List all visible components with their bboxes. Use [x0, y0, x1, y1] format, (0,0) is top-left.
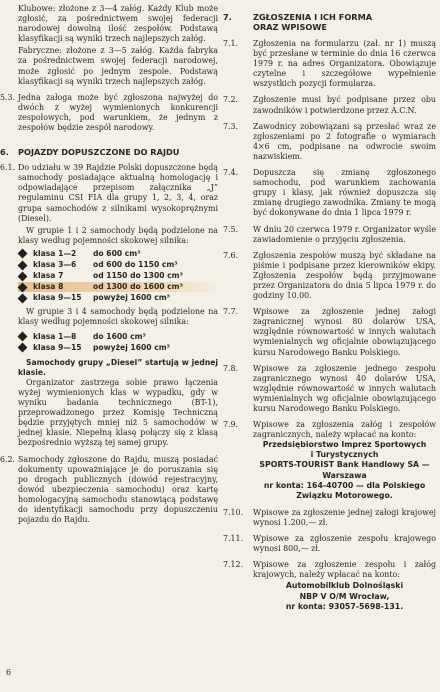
- diamond-bullet-icon: [18, 343, 28, 353]
- clause-6-2: [0, 455, 218, 526]
- team-factory-paragraph: Fabryczne: złożone z 3—5 załóg. Każda fabryka za pośrednictwem swojej federacji narodowej, może zgłosić po jednym zespole. Podstawą klasyfikacji są wyniki trzech najlepszych załóg.: [18, 46, 218, 86]
- clause-number: 5.3.: [0, 92, 16, 102]
- diamond-bullet-icon: [18, 282, 28, 292]
- group-1-2-intro: W grupie 1 i 2 samochody będą podzielone na klasy według pojemności skokowej silnika:: [18, 225, 218, 245]
- clause-number: 6.1.: [0, 163, 16, 173]
- class-row: klasa 9—15 powyżej 1600 cm³: [18, 293, 218, 303]
- bank-account-foreign: Przedsiębiorstwo Imprez Sportowych i Turystycznych SPORTS-TOURIST Bank Handlowy SA — Warszawa nr konta: 164-40700 — dla Polskiego Związku Motorowego.: [259, 440, 430, 500]
- clause-7-3: 7.3. Zawodnicy zobowiązani są przesłać wraz ze zgłoszeniami po 2 fotografie o wymiarach 4×6 cm, podpisane na odwrocie swoim nazwiskiem.: [223, 121, 436, 161]
- clause-text: Samochody zgłoszone do Rajdu, muszą posiadać dokumenty upoważniające je do poruszania się po drogach publicznych (dowód rejestracyjny, dowód ubezpieczenia samochodu) oraz kartę homologacyjną samochodu stanowiącą podstawę do identyfikacji samochodu przy dopuszczeniu pojazdu do Rajdu.: [18, 454, 218, 525]
- team-club-paragraph: Klubowe: złożone z 3—4 załóg. Każdy Klub może zgłosić, za pośrednictwem swojej federacji narodowej dowolną ilość zespołów. Podstawą klasyfikacji są wyniki trzech najlepszych załóg.: [18, 4, 218, 44]
- page-number: 6: [6, 668, 12, 677]
- clause-7-10: 7.10. Wpisowe za zgłoszenie jednej załogi krajowej wynosi 1.200,— zł.: [223, 507, 436, 527]
- clause-7-2: 7.2. Zgłoszenie musi być podpisane przez obu zawodników i potwierdzone przez A.C.N.: [223, 95, 436, 115]
- class-row-highlighted: klasa 8 od 1300 do 1600 cm³: [18, 282, 218, 292]
- diamond-bullet-icon: [18, 249, 28, 259]
- clause-7-11: 7.11. Wpisowe za zgłoszenie zespołu krajowego wynosi 800,— zł.: [223, 534, 436, 554]
- diamond-bullet-icon: [18, 332, 28, 342]
- section-title: POJAZDY DOPUSZCZONE DO RAJDU: [18, 147, 180, 158]
- class-row: klasa 1—2 do 600 cm³: [18, 249, 218, 259]
- clause-7-1: 7.1. Zgłoszenia na formularzu (zał. nr 1) muszą być przesłane w terminie do dnia 16 czerwca 1979 r. na adres Organizatora. Obowiązuje czytelne i szczegółowe wypełnienie wszystkich pozycji formularza.: [223, 39, 436, 89]
- clause-7-6: 7.6. Zgłoszenia zespołów muszą być składane na piśmie i podpisane przez kierowników ekipy. Zgłoszenia zespołów będą przyjmowane przez Organizatora do dnia 5 lipca 1979 r. do godziny 10.00.: [223, 250, 436, 301]
- diamond-bullet-icon: [18, 271, 28, 281]
- section-title-line-2: ORAZ WPISOWE: [253, 22, 327, 32]
- section-7-heading: [223, 12, 436, 32]
- section-6-heading: [0, 147, 218, 157]
- class-row: klasa 7 od 1150 do 1300 cm³: [18, 271, 218, 281]
- section-title-line-1: ZGŁOSZENIA I ICH FORMA: [253, 12, 373, 22]
- clause-text: Do udziału w 39 Rajdzie Polski dopuszczone będą samochody posiadające aktualną homologację i odpowiadające przepisom załącznika „J” regulaminu CSI FIA dla grupy 1, 2, 3, 4, oraz grupa samochodów z silnikami wysokoprężnymi (Diesel).: [18, 163, 218, 223]
- clause-number: 6.2.: [0, 454, 16, 464]
- class-row: klasa 3—6 od 600 do 1150 cm³: [18, 260, 218, 270]
- clause-7-9: 7.9. Wpisowe za zgłoszenia załóg i zespołów zagranicznych, należy wpłacać na konto:: [223, 420, 436, 440]
- bank-account-domestic: Automobilklub Dolnośląski NBP V O/M Wrocław, nr konta: 93057-5698-131.: [285, 581, 404, 611]
- diesel-class-note: Samochody grupy „Diesel” startują w jednej klasie.: [18, 357, 218, 377]
- clause-text: Jedna załoga może być zgłoszona najwyżej do dwóch z wyżej wymienionych konkurencji zespołowych, pod warunkiem, że jednym z zespołów będzie zespół narodowy.: [18, 92, 218, 133]
- clause-7-7: 7.7. Wpisowe za zgłoszenie jednej załogi zagranicznej wynosi 80 dolarów USA, względnie równowartość w innych walutach wymienialnych wg oficjalnie obowiązującego kursu Narodowego Banku Polskiego.: [223, 307, 436, 357]
- clause-7-12: 7.12. Wpisowe za zgłoszenie zespołu i załóg krajowych, należy wpłacać na konto:: [223, 560, 436, 580]
- diamond-bullet-icon: [18, 293, 28, 303]
- clause-6-1: [0, 163, 218, 224]
- clause-7-8: 7.8. Wpisowe za zgłoszenie jednego zespołu zagranicznego wynosi 40 dolarów USA, względnie równowartość w innych walutach wymienialnych wg oficjalnie obowiązującego kursu Narodowego Banku Polskiego.: [223, 363, 436, 413]
- group-3-4-intro: W grupie 3 i 4 samochody będą podzielone na klasy według pojemności skokowej silnika:: [18, 307, 218, 327]
- clause-7-4: 7.4. Dopuszcza się zmianę zgłoszonego samochodu, pod warunkiem zachowania grupy i klasy, jak również dopuszcza się zmianę drugiego zawodnika. Zmiany te mogą być dokonywane do dnia 1 lipca 1979 r.: [223, 168, 436, 218]
- class-row: klasa 1—8 do 1600 cm³: [18, 332, 218, 342]
- clause-7-5: 7.5. W dniu 20 czerwca 1979 r. Organizator wyśle zawiadomienie o przyjęciu zgłoszenia.: [223, 224, 436, 244]
- right-column: [223, 4, 436, 612]
- class-row: klasa 9—15 powyżej 1600 cm³: [18, 343, 218, 353]
- section-number: 6.: [0, 147, 9, 158]
- left-column: [0, 4, 218, 531]
- class-merge-paragraph: Organizator zastrzega sobie prawo łączenia wyżej wymienionych klas w wypadku, gdy w wyniku badania technicznego (BT-1), przeprowadzonego przez Komisję Techniczną będzie przyjętych mniej niż 5 samochodów w jednej klasie. Niepełną klasę połączy się z klasą bezpośrednio wyższą tej samej grupy.: [18, 377, 218, 448]
- diamond-bullet-icon: [18, 260, 28, 270]
- section-number: 7.: [223, 12, 232, 22]
- clause-5-3: [0, 93, 218, 133]
